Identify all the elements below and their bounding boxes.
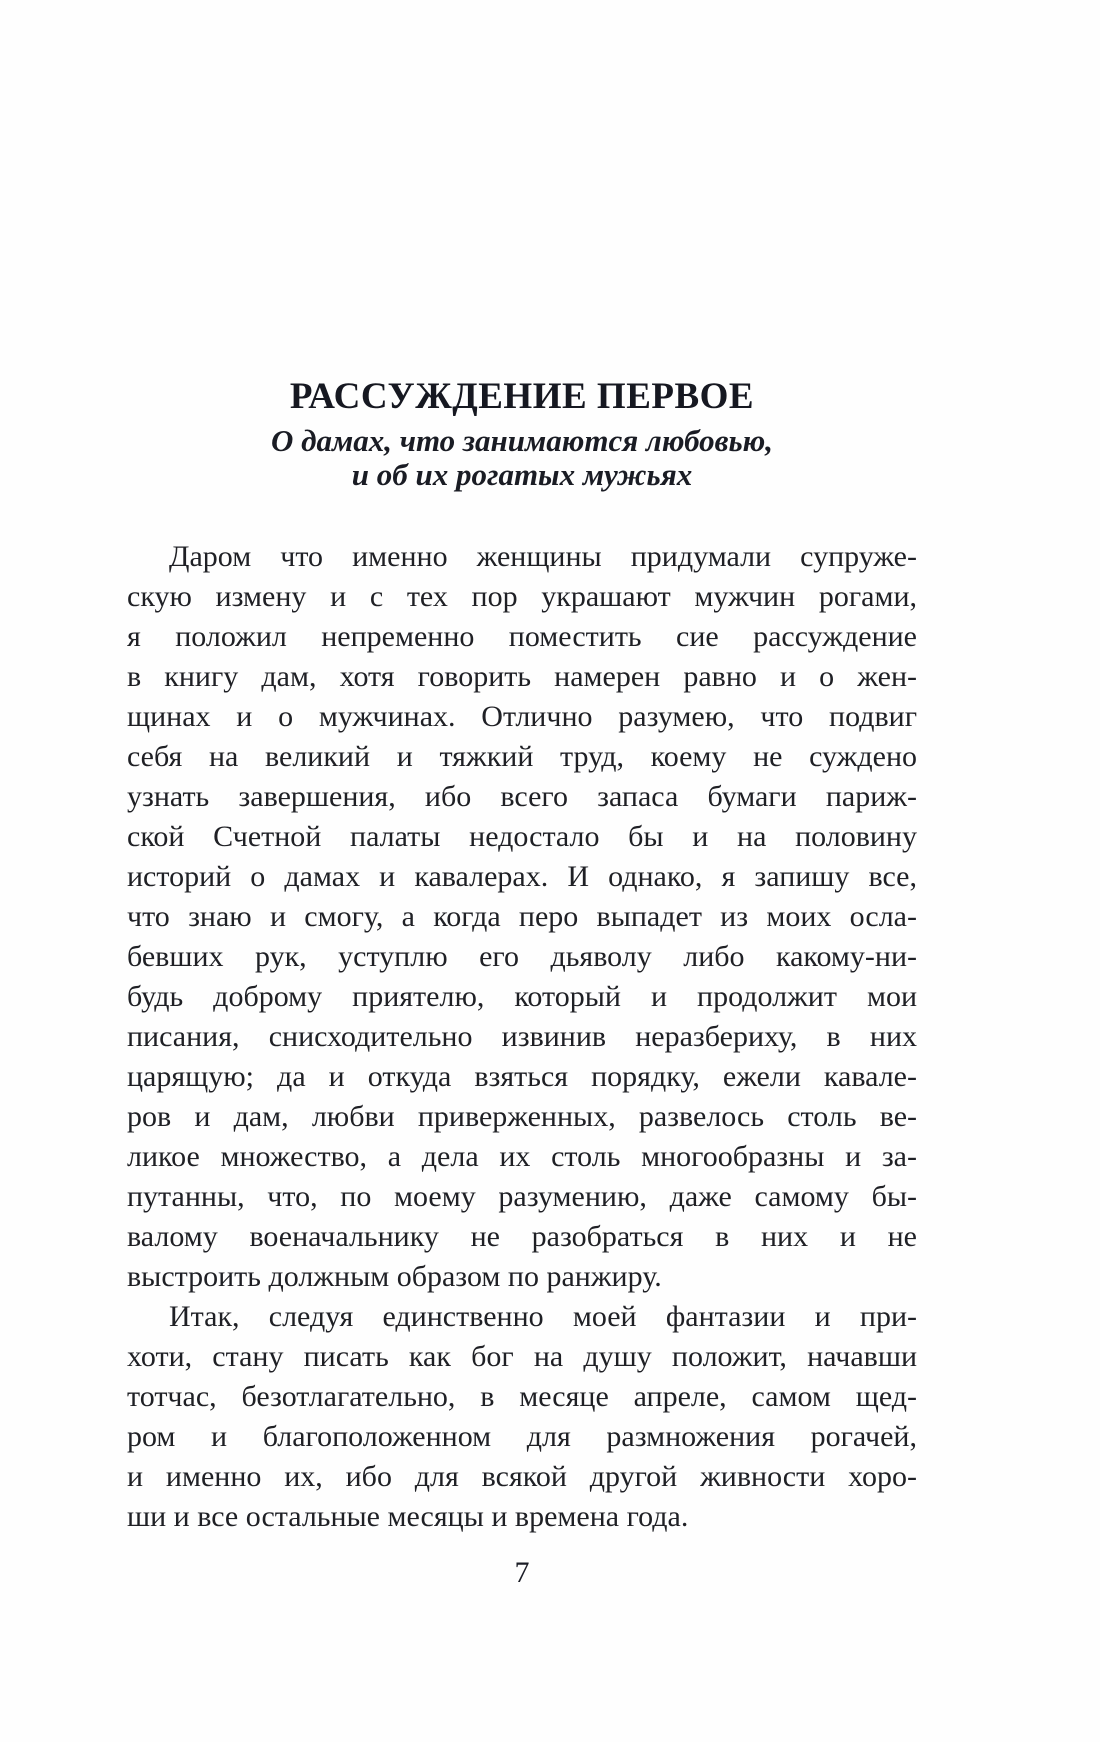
text-line: себя на великий и тяжкий труд, коему не суждено (127, 740, 917, 773)
text-line: тотчас, безотлагательно, в месяце апреле, самом щед- (127, 1380, 917, 1413)
chapter-subtitle-line-1: О дамах, что занимаются любовью, (270, 423, 774, 458)
text-line: путанны, что, по моему разумению, даже самому бы- (127, 1180, 917, 1213)
page-number: 7 (514, 1556, 530, 1589)
paragraph (127, 1297, 917, 1537)
text-line: Даром что именно женщины придумали супруже- (169, 540, 917, 573)
text-line: бевших рук, уступлю его дьяволу либо какому-ни- (127, 940, 917, 973)
text-line: узнать завершения, ибо всего запаса бумаги париж- (127, 780, 917, 813)
text-line: ской Счетной палаты недостало бы и на половину (127, 820, 917, 853)
text-line: писания, снисходительно извинив неразбериху, в них (127, 1020, 917, 1053)
text-line: выстроить должным образом по ранжиру. (127, 1260, 662, 1293)
text-line: хоти, стану писать как бог на душу положит, начавши (127, 1340, 917, 1373)
text-line: ров и дам, любви приверженных, развелось столь ве- (127, 1100, 917, 1133)
chapter-title: РАССУЖДЕНИЕ ПЕРВОЕ (289, 376, 755, 417)
body-text (127, 537, 917, 1537)
text-line: будь доброму приятелю, который и продолжит мои (127, 980, 917, 1013)
chapter-subtitle-line-2: и об их рогатых мужьях (351, 457, 693, 492)
chapter-subtitle (127, 424, 917, 492)
text-line: скую измену и с тех пор украшают мужчин рогами, (127, 580, 917, 613)
text-line: и именно их, ибо для всякой другой живности хоро- (127, 1460, 917, 1493)
text-line: валому военачальнику не разобраться в них и не (127, 1220, 917, 1253)
text-line: Итак, следуя единственно моей фантазии и при- (169, 1300, 917, 1333)
text-line: ром и благоположенном для размножения рогачей, (127, 1420, 917, 1453)
text-line: щинах и о мужчинах. Отлично разумею, что подвиг (127, 700, 917, 733)
text-line: историй о дамах и кавалерах. И однако, я запишу все, (127, 860, 917, 893)
text-line: я положил непременно поместить сие рассуждение (127, 620, 917, 653)
paragraph (127, 537, 917, 1297)
text-line: в книгу дам, хотя говорить намерен равно и о жен- (127, 660, 917, 693)
text-line: ликое множество, а дела их столь многообразны и за- (127, 1140, 917, 1173)
text-line: царящую; да и откуда взяться порядку, ежели кавале- (127, 1060, 917, 1093)
text-line: что знаю и смогу, а когда перо выпадет из моих осла- (127, 900, 917, 933)
text-line: ши и все остальные месяцы и времена года. (127, 1500, 689, 1533)
